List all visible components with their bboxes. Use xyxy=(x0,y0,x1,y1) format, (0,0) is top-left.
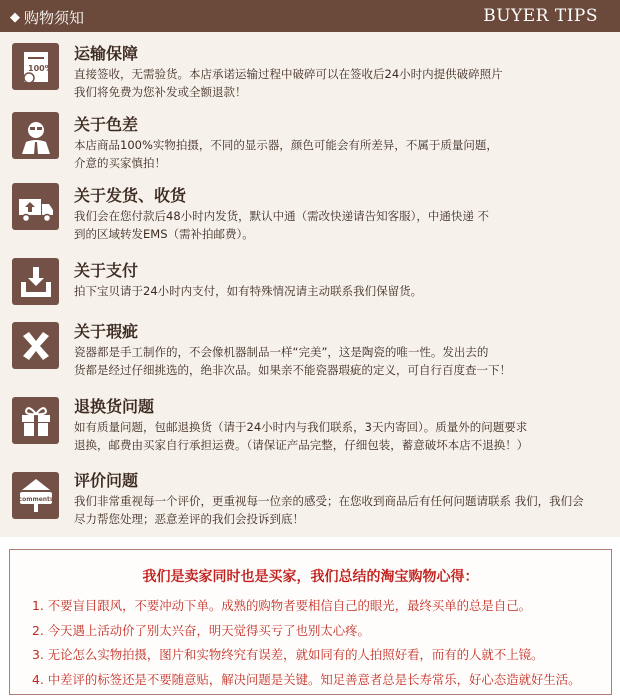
tip-text xyxy=(74,207,614,243)
tip-title: 关于瑕疵 xyxy=(74,322,139,341)
cross-icon xyxy=(12,322,59,369)
note-item: 4. 中差评的标签还是不要随意贴，解决问题是关键。知足善意者总是长寿常乐，好心态造就好生活。 xyxy=(32,671,581,687)
delivery-truck-icon xyxy=(12,183,59,230)
tip-text-line: 直接签收，无需验货。本店承诺运输过程中破碎可以在签收后24小时内提供破碎照片 xyxy=(74,67,503,81)
download-tray-icon xyxy=(12,258,59,305)
tip-text xyxy=(74,136,614,172)
tip-title: 退换货问题 xyxy=(74,397,155,416)
tip-title: 运输保障 xyxy=(74,44,139,63)
tip-text xyxy=(74,343,614,379)
svg-text:comments: comments xyxy=(18,495,53,503)
tip-text-line: 瓷器都是手工制作的，不会像机器制品一样“完美”，这是陶瓷的唯一性。发出去的 xyxy=(74,345,489,359)
note-item: 2. 今天遇上活动价了别太兴奋，明天觉得买亏了也别太心疼。 xyxy=(32,622,370,638)
tip-text xyxy=(74,282,614,300)
gift-box-icon xyxy=(12,397,59,444)
comments-sign-icon xyxy=(12,472,59,519)
tip-text-line: 我们将免费为您补发或全额退款！ xyxy=(74,85,247,99)
tip-text-line: 退换，邮费由买家自行承担运费。（请保证产品完整，仔细包装，蓄意破坏本店不退换！） xyxy=(74,438,529,452)
tips-list xyxy=(0,32,620,537)
tip-text-line: 货都是经过仔细挑选的，绝非次品。如果亲不能瓷器瑕疵的定义，可自行百度查一下！ xyxy=(74,363,511,377)
shopping-notes-box xyxy=(9,549,612,695)
tip-title: 评价问题 xyxy=(74,471,139,490)
note-item: 1. 不要盲目跟风，不要冲动下单。成熟的购物者要相信自己的眼光，最终买单的总是自己。 xyxy=(32,598,531,613)
tip-title: 关于色差 xyxy=(74,115,139,134)
tip-text-line: 到的区域转发EMS（需补拍邮费）。 xyxy=(74,227,254,241)
tip-title: 关于支付 xyxy=(74,261,139,280)
tip-text xyxy=(74,65,614,101)
tip-text-line: 介意的买家慎拍！ xyxy=(74,156,166,170)
tip-text xyxy=(74,492,614,528)
header-title-text: 购物须知 xyxy=(24,9,85,27)
certificate-icon xyxy=(12,43,59,90)
tip-title: 关于发货、收货 xyxy=(74,186,187,205)
note-item: 3. 无论怎么实物拍摄，图片和实物终究有误差，就如同有的人拍照好看，而有的人就不上镜。 xyxy=(32,647,544,662)
customer-service-icon xyxy=(12,112,59,159)
tip-text-line: 本店商品100%实物拍摄，不同的显示器，颜色可能会有所差异，不属于质量问题， xyxy=(74,138,498,152)
tip-text xyxy=(74,418,614,454)
notes-heading: 我们是卖家同时也是买家，我们总结的淘宝购物心得： xyxy=(142,569,479,585)
diamond-icon: ◆ xyxy=(10,10,20,25)
tip-text-line: 我们会在您付款后48小时内发货，默认中通（需改快递请告知客服），中通快递 不 xyxy=(74,209,490,223)
tip-text-line: 拍下宝贝请于24小时内支付，如有特殊情况请主动联系我们保留货。 xyxy=(74,284,423,298)
header-title xyxy=(10,7,84,28)
svg-text:100%: 100% xyxy=(27,63,53,73)
header-bar xyxy=(0,0,620,32)
tip-text-line: 尽力帮您处理；恶意差评的我们会投诉到底！ xyxy=(74,512,304,526)
tip-text-line: 我们非常重视每一个评价，更重视每一位亲的感受；在您收到商品后有任何问题请联系 我们，我们会 xyxy=(74,494,584,508)
header-english-title: BUYER TIPS xyxy=(483,6,598,26)
notes-list xyxy=(32,594,607,692)
tip-text-line: 如有质量问题，包邮退换货（请于24小时内与我们联系，3天内寄回）。质量外的问题要求 xyxy=(74,420,528,434)
section-divider xyxy=(0,537,620,549)
